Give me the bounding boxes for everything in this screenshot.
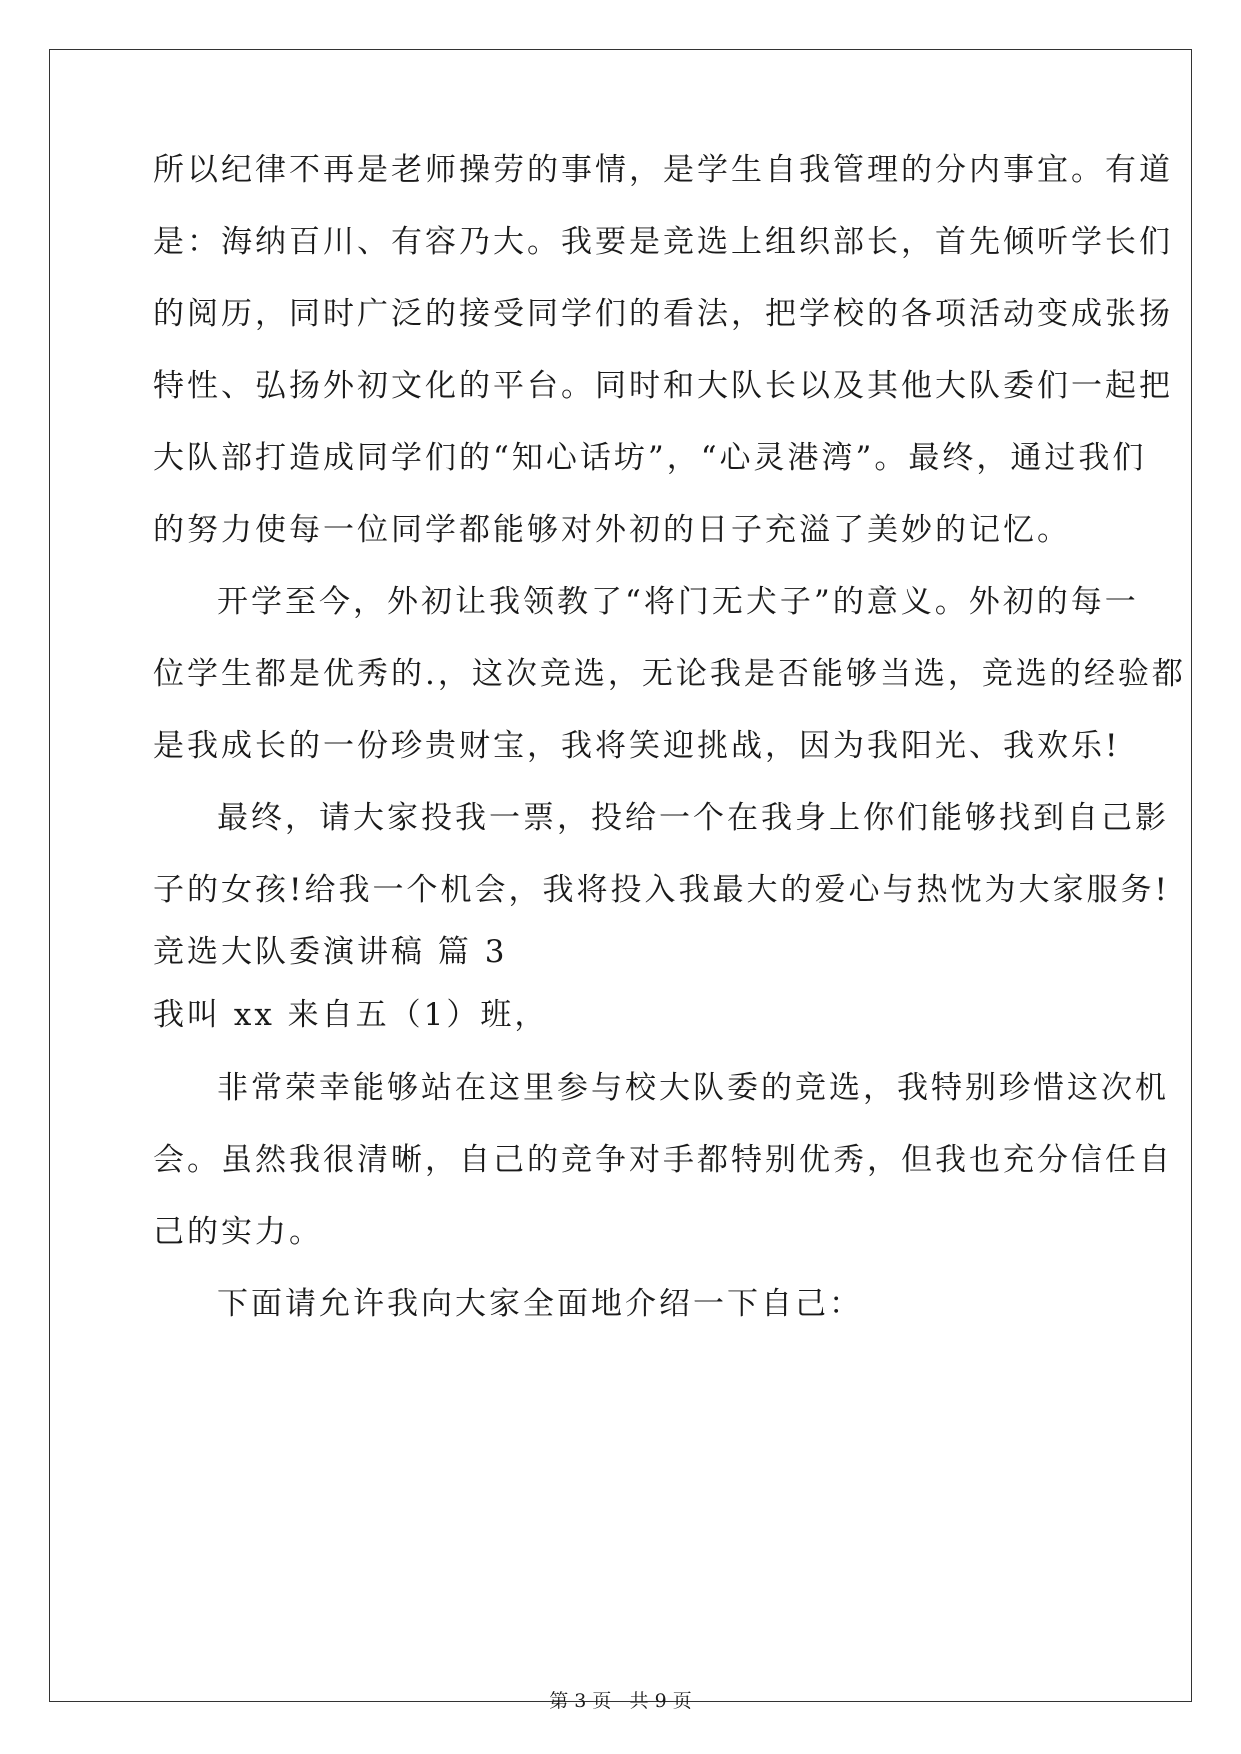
- text-line: 所以纪律不再是老师操劳的事情，是学生自我管理的分内事宜。有道: [153, 152, 1173, 188]
- text-line: 非常荣幸能够站在这里参与校大队委的竞选，我特别珍惜这次机: [217, 1070, 1169, 1106]
- text-line: 己的实力。: [153, 1214, 323, 1250]
- text-line: 的努力使每一位同学都能够对外初的日子充溢了美妙的记忆。: [153, 512, 1071, 548]
- section-heading: 竞选大队委演讲稿 篇 3: [153, 934, 508, 970]
- text-line: 子的女孩!给我一个机会，我将投入我最大的爱心与热忱为大家服务!: [153, 872, 1170, 908]
- text-line: 大队部打造成同学们的“知心话坊”，“心灵港湾”。最终，通过我们: [153, 440, 1147, 476]
- text-line: 开学至今，外初让我领教了“将门无犬子”的意义。外初的每一: [217, 584, 1139, 620]
- text-line: 是我成长的一份珍贵财宝，我将笑迎挑战，因为我阳光、我欢乐!: [153, 728, 1121, 764]
- text-line: 特性、弘扬外初文化的平台。同时和大队长以及其他大队委们一起把: [153, 368, 1173, 404]
- text-line: 是：海纳百川、有容乃大。我要是竞选上组织部长，首先倾听学长们: [153, 224, 1173, 260]
- page-footer: [0, 1692, 1241, 1711]
- text-line: 位学生都是优秀的.，这次竞选，无论我是否能够当选，竞选的经验都: [153, 656, 1186, 692]
- page-number: 第 3 页 共 9 页: [549, 1690, 692, 1712]
- text-line: 最终，请大家投我一票，投给一个在我身上你们能够找到自己影: [217, 800, 1169, 836]
- text-line: 我叫 xx 来自五（1）班，: [153, 997, 549, 1033]
- text-line: 会。虽然我很清晰，自己的竞争对手都特别优秀，但我也充分信任自: [153, 1142, 1173, 1178]
- text-line: 下面请允许我向大家全面地介绍一下自己：: [217, 1286, 863, 1322]
- text-line: 的阅历，同时广泛的接受同学们的看法，把学校的各项活动变成张扬: [153, 296, 1173, 332]
